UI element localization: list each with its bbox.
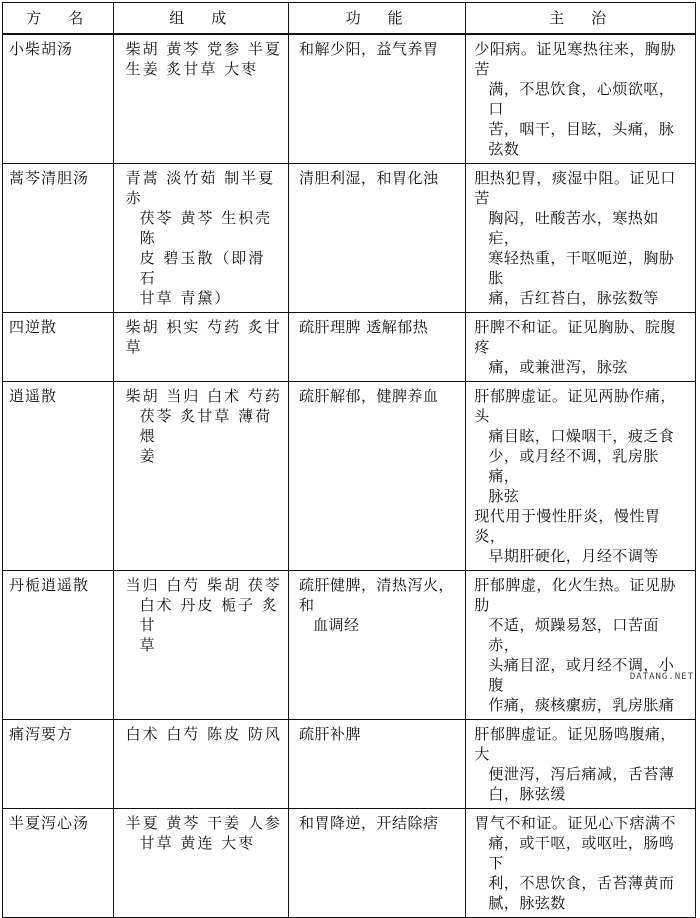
formula-indications bbox=[466, 313, 696, 382]
indication-line: 脉弦 bbox=[488, 487, 520, 505]
indication-line: 痛，或兼泄泻，脉弦 bbox=[488, 358, 628, 376]
indication-line: 肝郁脾虚，化火生热。证见胁肋 bbox=[474, 576, 676, 614]
indication-line: 头痛目涩，或月经不调，小腹 bbox=[488, 656, 675, 694]
site-watermark: DATANG.NET bbox=[629, 672, 694, 682]
indication-line: 肝脾不和证。证见胸胁、脘腹疼 bbox=[474, 318, 676, 356]
composition-line: 茯苓 黄芩 生枳壳 陈 bbox=[139, 209, 273, 247]
formula-composition bbox=[113, 571, 288, 720]
formula-indications bbox=[466, 34, 696, 164]
formula-composition bbox=[113, 382, 288, 571]
composition-line: 姜 bbox=[139, 447, 157, 465]
composition-line: 生姜 炙甘草 大枣 bbox=[125, 60, 259, 78]
composition-line: 柴胡 枳实 芍药 炙甘草 bbox=[125, 318, 282, 356]
formula-name: 半夏泻心汤 bbox=[3, 809, 114, 918]
indication-line: 胃气不和证。证见心下痞满不 bbox=[474, 814, 676, 832]
formula-function: 疏肝理脾 透解郁热 bbox=[288, 313, 465, 382]
indication-line: 满，不思饮食，心烦欲呕，口 bbox=[488, 80, 675, 118]
formula-composition bbox=[113, 34, 288, 164]
composition-line: 当归 白芍 柴胡 茯苓 bbox=[125, 576, 282, 594]
composition-line: 半夏 黄芩 干姜 人参 bbox=[125, 814, 282, 832]
header-formula-name: 方 名 bbox=[3, 3, 114, 35]
indication-note-line: 现代用于慢性肝炎，慢性胃炎， bbox=[474, 507, 661, 545]
table-row bbox=[3, 382, 696, 571]
table-row bbox=[3, 34, 696, 164]
formula-indications bbox=[466, 571, 696, 720]
formula-name: 痛泻要方 bbox=[3, 720, 114, 809]
composition-line: 青蒿 淡竹茹 制半夏 赤 bbox=[125, 169, 276, 207]
formula-function: 和胃降逆，开结除痞 bbox=[288, 809, 465, 918]
header-composition: 组 成 bbox=[113, 3, 288, 35]
formula-composition bbox=[113, 720, 288, 809]
indication-line: 肝郁脾虚证。证见肠鸣腹痛，大 bbox=[474, 725, 676, 763]
formula-indications bbox=[466, 164, 696, 313]
formula-name: 丹栀逍遥散 bbox=[3, 571, 114, 720]
indication-line: 利，不思饮食，舌苔薄黄而 bbox=[488, 874, 675, 892]
formula-composition bbox=[113, 809, 288, 918]
formula-indications bbox=[466, 720, 696, 809]
formula-function: 和解少阳，益气养胃 bbox=[288, 34, 465, 164]
composition-line: 皮 碧玉散（即滑石 bbox=[139, 249, 266, 287]
indication-line: 作痛，痰核瘰疬，乳房胀痛 bbox=[488, 696, 675, 714]
indication-line: 肝郁脾虚证。证见两胁作痛，头 bbox=[474, 387, 676, 425]
formula-composition bbox=[113, 164, 288, 313]
composition-line: 柴胡 当归 白术 芍药 bbox=[125, 387, 282, 405]
function-line: 血调经 bbox=[312, 616, 360, 634]
indication-line: 少，或月经不调，乳房胀痛， bbox=[488, 447, 659, 485]
formula-name: 蒿芩清胆汤 bbox=[3, 164, 114, 313]
indication-line: 胆热犯胃，痰湿中阻。证见口苦 bbox=[474, 169, 676, 207]
indication-line: 白，脉弦缓 bbox=[488, 785, 566, 803]
indication-line: 少阳病。证见寒热往来，胸胁苦 bbox=[474, 40, 676, 78]
indication-line: 便泄泻，泻后痛减，舌苔薄 bbox=[488, 765, 675, 783]
formula-function: 清胆利湿，和胃化浊 bbox=[288, 164, 465, 313]
function-line: 疏肝健脾，清热泻火，和 bbox=[298, 576, 454, 614]
formula-name: 四逆散 bbox=[3, 313, 114, 382]
indication-line: 腻，脉弦数 bbox=[488, 894, 566, 912]
composition-line: 甘草 黄连 大枣 bbox=[139, 834, 256, 852]
formula-name: 逍遥散 bbox=[3, 382, 114, 571]
table-row bbox=[3, 720, 696, 809]
formula-composition bbox=[113, 313, 288, 382]
indication-line: 苦，咽干，目眩，头痛，脉弦数 bbox=[488, 120, 675, 158]
prescription-table bbox=[2, 2, 696, 918]
formula-indications bbox=[466, 382, 696, 571]
indication-line: 不适，烦躁易怒，口苦面赤， bbox=[488, 616, 659, 654]
indication-line: 痛，舌红苔白，脉弦数等 bbox=[488, 289, 659, 307]
indication-line: 寒轻热重，干呕呃逆，胸胁胀 bbox=[488, 249, 675, 287]
formula-function: 疏肝解郁，健脾养血 bbox=[288, 382, 465, 571]
composition-line: 柴胡 黄芩 党参 半夏 bbox=[125, 40, 282, 58]
indication-line: 胸闷，吐酸苦水，寒热如疟， bbox=[488, 209, 659, 247]
indication-line: 痛目眩，口燥咽干，疲乏食 bbox=[488, 427, 675, 445]
formula-function bbox=[288, 571, 465, 720]
indication-note-line: 早期肝硬化，月经不调等 bbox=[488, 547, 659, 565]
formula-name: 小柴胡汤 bbox=[3, 34, 114, 164]
table-row bbox=[3, 313, 696, 382]
indication-line: 痛，或干呕，或呕吐，肠鸣下 bbox=[488, 834, 675, 872]
formula-function: 疏肝补脾 bbox=[288, 720, 465, 809]
composition-line: 白术 丹皮 栀子 炙甘 bbox=[139, 596, 279, 634]
composition-line: 草 bbox=[139, 636, 157, 654]
composition-line: 白术 白芍 陈皮 防风 bbox=[125, 725, 282, 743]
table-row bbox=[3, 571, 696, 720]
header-function: 功 能 bbox=[288, 3, 465, 35]
formula-indications bbox=[466, 809, 696, 918]
table-row bbox=[3, 809, 696, 918]
composition-line: 茯苓 炙甘草 薄荷 煨 bbox=[139, 407, 273, 445]
composition-line: 甘草 青黛） bbox=[139, 289, 232, 307]
table-row bbox=[3, 164, 696, 313]
header-row bbox=[3, 3, 696, 35]
header-indications: 主 治 bbox=[466, 3, 696, 35]
